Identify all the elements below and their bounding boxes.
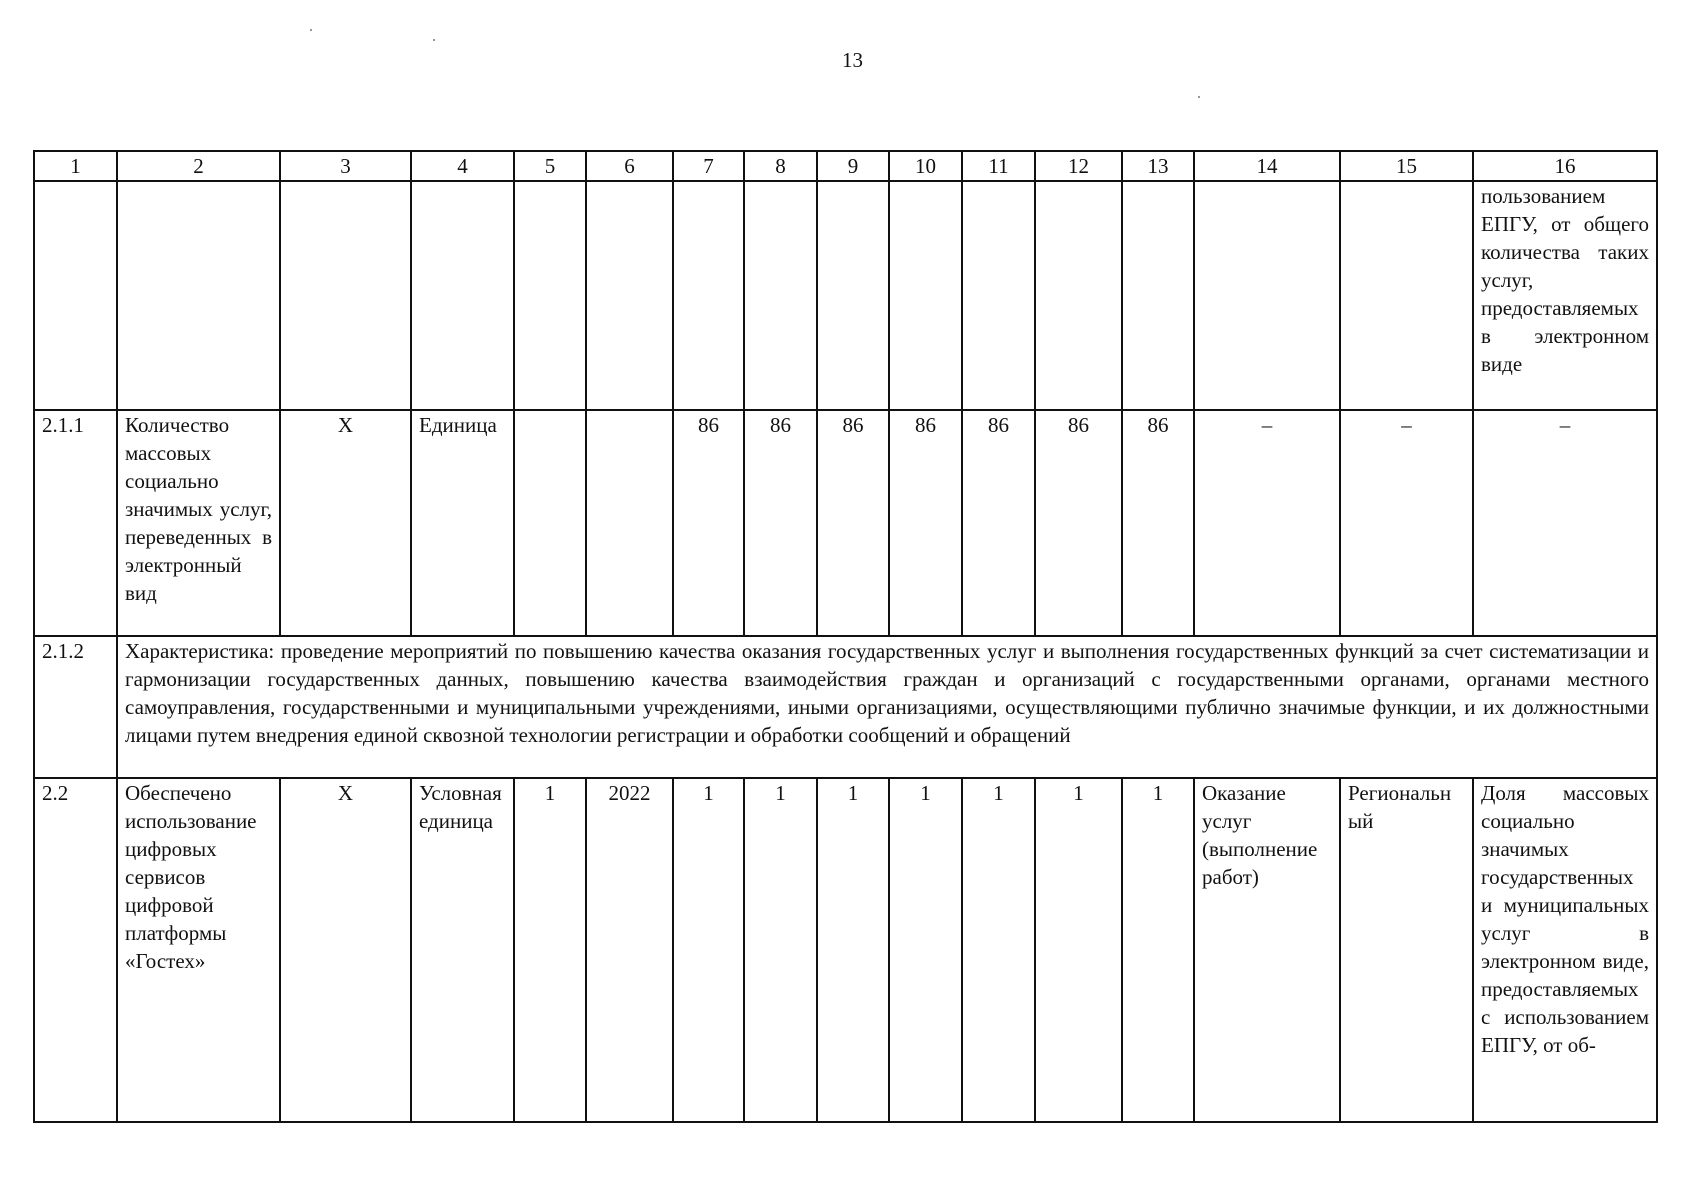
empty-cell — [586, 181, 673, 410]
cell-base-value — [514, 410, 586, 636]
cell-number: 2.2 — [34, 778, 117, 1122]
empty-cell — [514, 181, 586, 410]
cell-value: 1 — [1035, 778, 1122, 1122]
cell-level: Региональный — [1340, 778, 1473, 1122]
cell-value: 1 — [889, 778, 962, 1122]
column-header: 2 — [117, 151, 280, 181]
column-header: 16 — [1473, 151, 1657, 181]
cell-value: 86 — [1035, 410, 1122, 636]
empty-cell — [744, 181, 817, 410]
column-header: 8 — [744, 151, 817, 181]
cell-characteristic: Характеристика: проведение мероприятий по повышению качества оказания государственных услуг и выполнения государственных функций за счет систематизации и гармонизации государственных данных, повышению качества взаимодействия граждан и организаций с государственными органами, органами местного самоуправления, государственными и муниципальными учреждениями, иными организациями, осуществляющими публично значимые функции, и их должностными лицами путем внедрения единой сквозной технологии регистрации и обработки сообщений и обращений — [117, 636, 1657, 778]
cell-type: Оказание услуг (выполнение работ) — [1194, 778, 1340, 1122]
cell-indicator-name: Количество массовых социально значимых услуг, переведенных в электронный вид — [117, 410, 280, 636]
cell-description-continued: пользованием ЕПГУ, от общего количества таких услуг, предоставляемых в электронном виде — [1473, 181, 1657, 410]
cell-value: 86 — [962, 410, 1035, 636]
empty-cell — [1340, 181, 1473, 410]
cell-col3: X — [280, 410, 411, 636]
table-row-2-1-2 — [34, 636, 1657, 778]
cell-value: 86 — [673, 410, 744, 636]
column-header: 13 — [1122, 151, 1194, 181]
column-header: 10 — [889, 151, 962, 181]
cell-value: 1 — [1122, 778, 1194, 1122]
cell-value: 86 — [744, 410, 817, 636]
empty-cell — [962, 181, 1035, 410]
table-row-2-2 — [34, 778, 1657, 1122]
cell-value: 86 — [889, 410, 962, 636]
cell-value: 1 — [673, 778, 744, 1122]
empty-cell — [280, 181, 411, 410]
empty-cell — [1194, 181, 1340, 410]
cell-number: 2.1.2 — [34, 636, 117, 778]
column-header: 6 — [586, 151, 673, 181]
cell-unit: Единица — [411, 410, 514, 636]
column-header: 12 — [1035, 151, 1122, 181]
cell-type: – — [1194, 410, 1340, 636]
cell-value: 1 — [744, 778, 817, 1122]
empty-cell — [1122, 181, 1194, 410]
empty-cell — [673, 181, 744, 410]
cell-col3: X — [280, 778, 411, 1122]
empty-cell — [817, 181, 889, 410]
column-header: 7 — [673, 151, 744, 181]
column-header: 1 — [34, 151, 117, 181]
scan-speck — [310, 29, 312, 31]
column-header: 4 — [411, 151, 514, 181]
cell-number: 2.1.1 — [34, 410, 117, 636]
table-row-continuation — [34, 181, 1657, 410]
column-header: 5 — [514, 151, 586, 181]
cell-indicator-name: Обеспечено использование цифровых сервисов цифровой платформы «Гостех» — [117, 778, 280, 1122]
cell-unit: Условная единица — [411, 778, 514, 1122]
cell-value: 1 — [962, 778, 1035, 1122]
cell-description: Доля массовых социально значимых государственных и муниципальных услуг в электронном виде, предоставляемых с использованием ЕПГУ, от об- — [1473, 778, 1657, 1122]
page-number: 13 — [842, 48, 863, 72]
empty-cell — [1035, 181, 1122, 410]
cell-description: – — [1473, 410, 1657, 636]
cell-base-value: 1 — [514, 778, 586, 1122]
indicators-table — [33, 150, 1658, 1123]
column-header: 9 — [817, 151, 889, 181]
column-header: 3 — [280, 151, 411, 181]
cell-base-year: 2022 — [586, 778, 673, 1122]
cell-level: – — [1340, 410, 1473, 636]
empty-cell — [117, 181, 280, 410]
table-header-row — [34, 151, 1657, 181]
empty-cell — [34, 181, 117, 410]
cell-base-year — [586, 410, 673, 636]
cell-value: 86 — [1122, 410, 1194, 636]
scan-speck — [433, 39, 435, 41]
column-header: 14 — [1194, 151, 1340, 181]
empty-cell — [411, 181, 514, 410]
empty-cell — [889, 181, 962, 410]
scan-speck — [1198, 96, 1200, 98]
column-header: 15 — [1340, 151, 1473, 181]
table-row-2-1-1 — [34, 410, 1657, 636]
cell-value: 1 — [817, 778, 889, 1122]
cell-value: 86 — [817, 410, 889, 636]
column-header: 11 — [962, 151, 1035, 181]
